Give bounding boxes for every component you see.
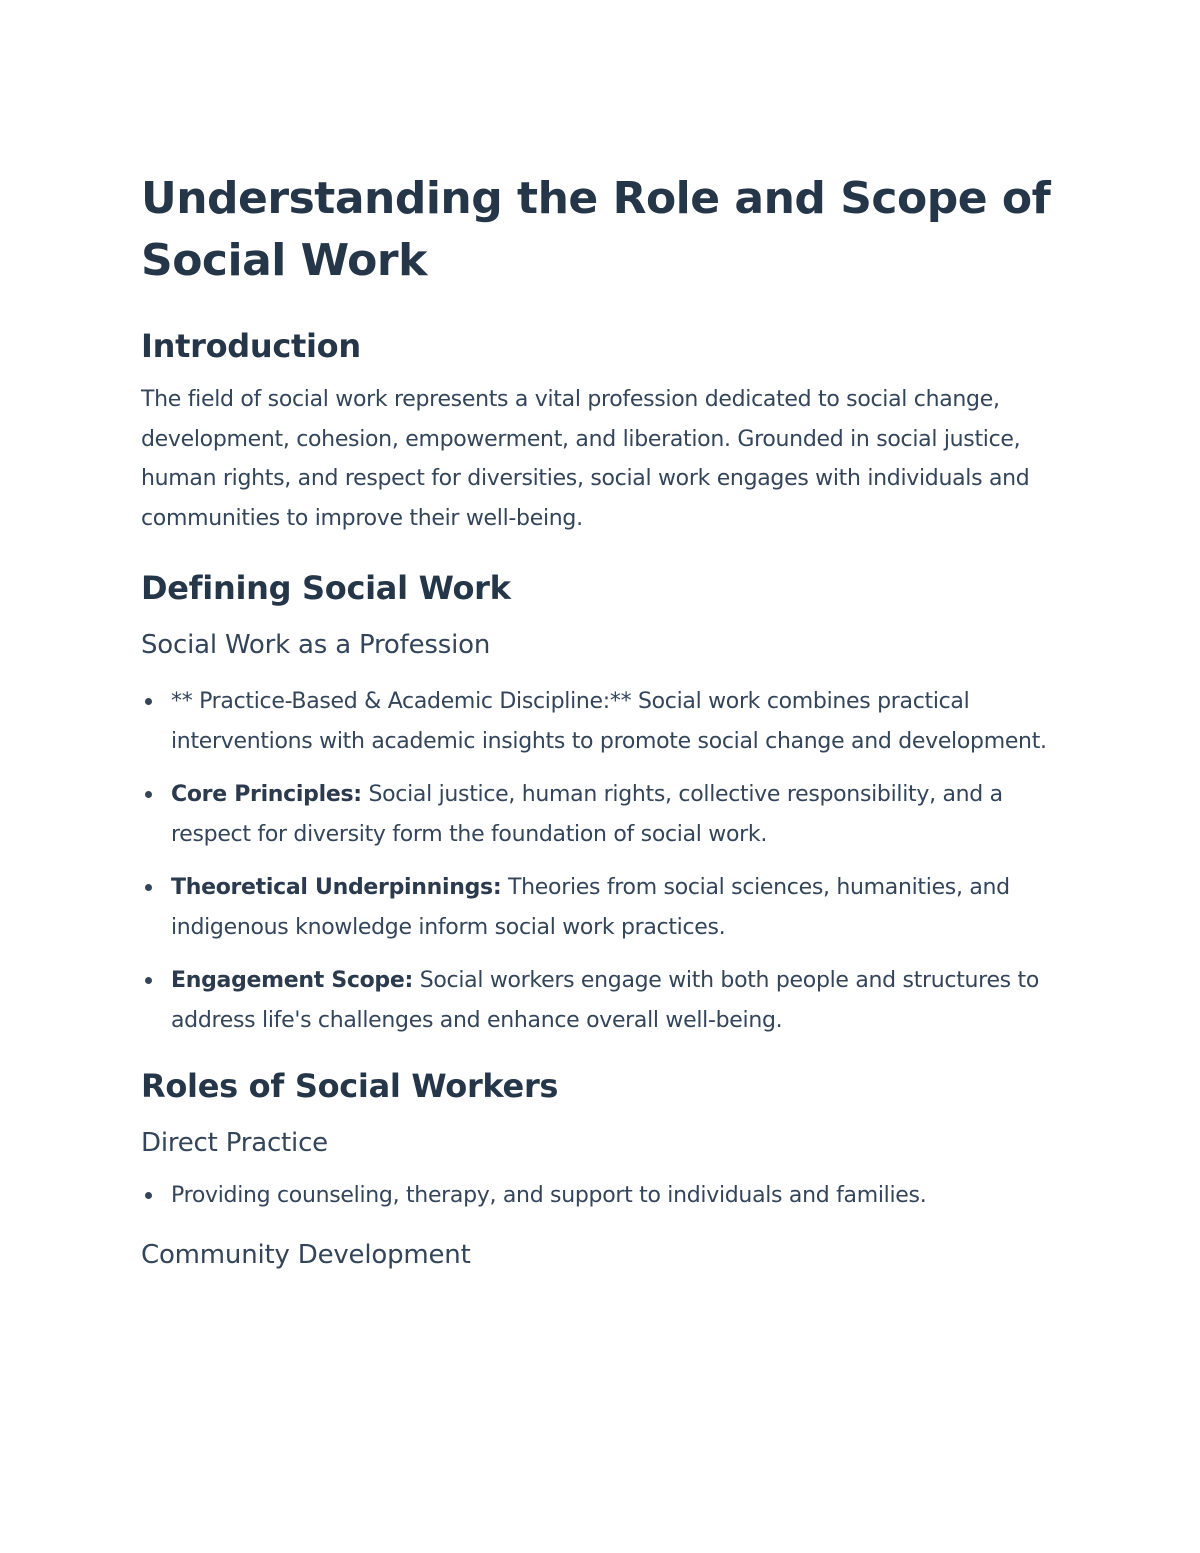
list-item-text: Social workers engage with both people and structures to address life's challenges and enhance overall well-being. (171, 968, 1040, 1033)
list-item-text: Theories from social sciences, humanities, and indigenous knowledge inform social work practices. (171, 875, 1010, 940)
bullet-icon (145, 884, 152, 891)
direct-practice-bullet-list (141, 1176, 1070, 1216)
list-item (141, 868, 1070, 947)
list-item (141, 775, 1070, 854)
list-item-text: Providing counseling, therapy, and support to individuals and families. (171, 1183, 927, 1208)
bullet-icon (145, 1192, 152, 1199)
list-item-label: Engagement Scope: (171, 968, 414, 993)
document-title: Understanding the Role and Scope of Social Work (141, 173, 1051, 286)
list-item-label: Core Principles: (171, 782, 362, 807)
list-item-text: Social justice, human rights, collective responsibility, and a respect for diversity form the foundation of social work. (171, 782, 1003, 847)
list-item (141, 961, 1070, 1040)
profession-bullet-list (141, 682, 1070, 1040)
list-item (141, 1176, 1070, 1216)
subheading-social-work-as-a-profession: Social Work as a Profession (141, 630, 491, 660)
introduction-paragraph: The field of social work represents a vital profession dedicated to social change, development, cohesion, empowerment, and liberation. Grounded in social justice, human rights, and respect for diversities, social work engages with individuals and communities to improve their well-being. (141, 387, 1030, 531)
bullet-icon (145, 791, 152, 798)
list-item-text: ** Practice-Based & Academic Discipline:** Social work combines practical interventions with academic insights to promote social change and development. (171, 689, 1047, 754)
list-item (141, 682, 1070, 761)
list-item-label: Theoretical Underpinnings: (171, 875, 502, 900)
subheading-community-development: Community Development (141, 1239, 471, 1270)
bullet-icon (145, 698, 152, 705)
bullet-icon (145, 977, 152, 984)
subheading-direct-practice: Direct Practice (141, 1128, 328, 1158)
section-heading-roles-of-social-workers: Roles of Social Workers (141, 1067, 559, 1105)
section-heading-introduction: Introduction (141, 327, 361, 365)
section-heading-defining-social-work: Defining Social Work (141, 569, 511, 607)
